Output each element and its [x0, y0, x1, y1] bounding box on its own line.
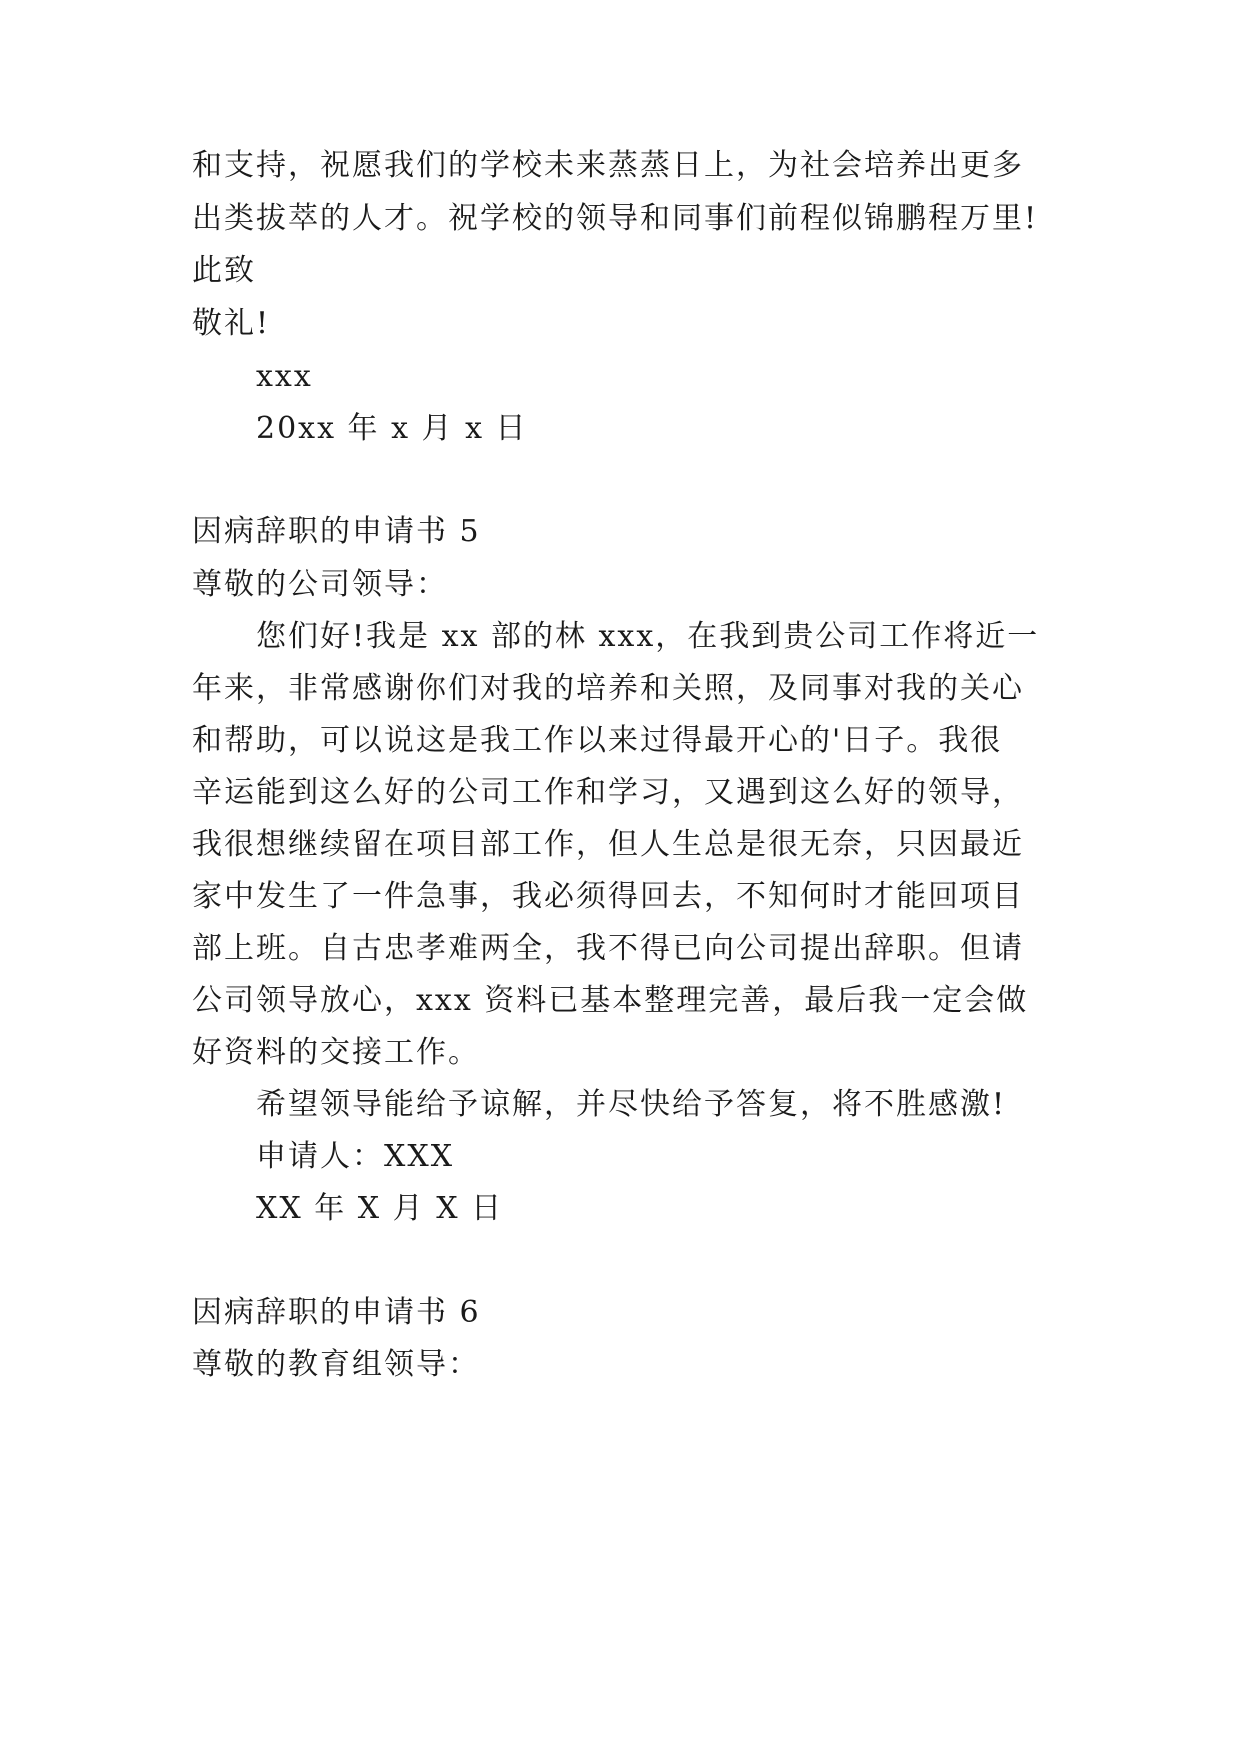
body-line: 我很想继续留在项目部工作，但人生总是很无奈，只因最近: [192, 827, 1024, 862]
closing-line: 敬礼!: [192, 306, 271, 341]
text-line: 出类拔萃的人才。祝学校的领导和同事们前程似锦鹏程万里!: [192, 201, 1039, 236]
text-line: 和支持，祝愿我们的学校未来蒸蒸日上，为社会培养出更多: [192, 148, 1024, 183]
body-line: 辛运能到这么好的公司工作和学习，又遇到这么好的领导，: [192, 775, 1024, 810]
body-line: 年来，非常感谢你们对我的培养和关照，及同事对我的关心: [192, 671, 1024, 706]
section-title: 因病辞职的申请书 6: [192, 1295, 481, 1330]
date-line: 20xx 年 x 月 x 日: [256, 411, 528, 446]
signature: xxx: [256, 359, 313, 394]
body-line: 公司领导放心，xxx 资料已基本整理完善，最后我一定会做: [192, 983, 1029, 1018]
wish-line: 希望领导能给予谅解，并尽快给予答复，将不胜感激!: [256, 1087, 1007, 1122]
body-line: 好资料的交接工作。: [192, 1035, 480, 1070]
date-line: XX 年 X 月 X 日: [256, 1191, 504, 1226]
body-line: 和帮助，可以说这是我工作以来过得最开心的'日子。我很: [192, 723, 1003, 758]
salutation: 尊敬的教育组领导：: [192, 1347, 480, 1382]
closing-line: 此致: [192, 253, 256, 288]
section-title: 因病辞职的申请书 5: [192, 514, 481, 549]
body-line: 部上班。自古忠孝难两全，我不得已向公司提出辞职。但请: [192, 931, 1024, 966]
body-line: 您们好!我是 xx 部的林 xxx，在我到贵公司工作将近一: [256, 619, 1040, 654]
body-line: 家中发生了一件急事，我必须得回去，不知何时才能回项目: [192, 879, 1024, 914]
applicant-line: 申请人：XXX: [256, 1139, 455, 1174]
salutation: 尊敬的公司领导：: [192, 567, 448, 602]
